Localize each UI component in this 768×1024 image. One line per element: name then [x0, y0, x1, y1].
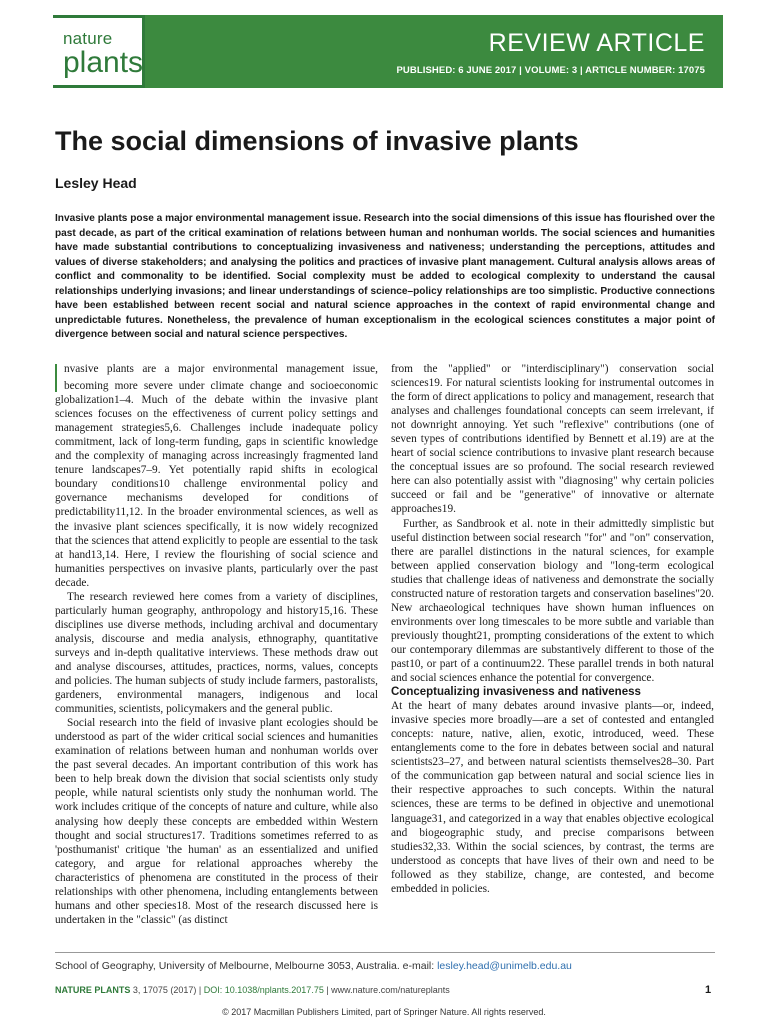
body-paragraph: Further, as Sandbrook et al. note in their admittedly simplistic but useful distinction between social research "for" and "on" conservation, there are parallel distinctions in the natural sciences, for example between applied conservation biology and "long-term ecological studies that challenge ideas of nativeness and demonstrate the socially constructed nature of restoration targets and conservation baselines"20. New archaeological techniques have shown human influences on environments over long timescales to be more subtle and variable than previously thought21, prompting considerations of the extent to which our contemporary dilemmas are substantively different to those of the past10, or part of a continuum22. These parallel trends in both natural and social sciences enhance the potential for convergence.: [391, 517, 714, 685]
doi-link[interactable]: DOI: 10.1038/nplants.2017.75: [203, 985, 324, 995]
body-paragraph: [55, 362, 378, 590]
journal-logo[interactable]: [53, 15, 145, 88]
body-paragraph: Social research into the field of invasive plant ecologies should be understood as part of the wider critical social sciences and humanities examination of relations between human and nonhuman worlds over the past several decades. An important contribution of this work has been to help break down the division that social scientists only study people, while natural scientists only study the nonhuman world. The work includes critique of the concepts of nature and culture, while also analysing how deeply these concepts are embedded within Western thought and social structures17. Traditions sometimes referred to as 'posthumanist' critique 'the human' as an essentialized and unified category, and argue for relational approaches whereby the characteristics of phenomena are constituted in the process of their relationships with other phenomena, including entanglements between humans and other species18. Most of the research discussed here is undertaken in the "classic" (as distinct: [55, 717, 378, 926]
author-name[interactable]: Lesley Head: [55, 175, 137, 191]
footer-journal-name: NATURE PLANTS: [55, 985, 131, 995]
website-link[interactable]: | www.nature.com/natureplants: [323, 985, 450, 995]
article-title: The social dimensions of invasive plants: [55, 126, 579, 156]
header-banner: [145, 15, 723, 88]
body-column-left: [55, 362, 378, 927]
body-paragraph: from the "applied" or "interdisciplinary") conservation social sciences19. For natural scientists looking for instrumental outcomes in the form of direct applications to policy and management, research that analyses and challenges foundational concepts can seem irrelevant, if not downright annoying. Yet such "reflexive" contributions (one of seven types of contributions identified by Bennett et al.19) are at the heart of social science contributions to invasive plant research because the conceptual issues are so profound. The social research reviewed here can also potentially assist with "diagnosing" why certain policies succeed or fail and be "generative" of innovative or alternate approaches19.: [391, 363, 714, 516]
paragraph-text: nvasive plants are a major environmental management issue, becoming more severe under climate change and socioeconomic globalization1–4. Much of the debate within the invasive plant sciences focuses on the effectiveness of current policy settings and management strategies5,6. Challenges include inadequate policy commitment, lack of long-term funding, gaps in scientific knowledge and the complexity of managing across increasingly fragmented land tenure landscapes7–9. Yet potentially rapid shifts in ecological boundary conditions10 challenge environmental policy and governance mechanisms developed for conditions of predictability11,12. In the broader environmental sciences, as well as the invasive plant sciences specifically, it is now widely recognized that the sciences that attend explicitly to people are essential to the task at hand13,14. Here, I review the flourishing of social science and humanities perspectives on invasive plants, particularly over the past decade.: [55, 363, 378, 589]
publication-info: PUBLISHED: 6 JUNE 2017 | VOLUME: 3 | ARTICLE NUMBER: 17075: [396, 65, 705, 76]
article-type: REVIEW ARTICLE: [488, 29, 705, 57]
dropcap-bar: [55, 364, 57, 392]
body-paragraph: The research reviewed here comes from a variety of disciplines, particularly human geography, anthropology and history15,16. These disciplines use diverse methods, including archival and documentary analysis, discourse and media analysis, ethnography, quantitative surveys and in-depth qualitative interviews. These methods draw out and analyse discourses, attitudes, practices, norms, values, concepts and policies. The human subjects of study include farmers, pastoralists, gardeners, environmental managers, indigenous and local communities, scientists, policymakers and the general public.: [55, 590, 378, 716]
body-column-right: [391, 362, 714, 896]
footer-citation: 3, 17075 (2017) |: [130, 985, 204, 995]
logo-word-nature: nature: [63, 29, 113, 48]
citation-footer: [55, 985, 450, 995]
footer-divider: [55, 952, 715, 953]
page-number: 1: [705, 984, 712, 996]
copyright: © 2017 Macmillan Publishers Limited, part of Springer Nature. All rights reserved.: [222, 1007, 546, 1017]
section-heading: Conceptualizing invasiveness and nativeness: [391, 686, 641, 699]
logo-word-plants: plants: [63, 46, 144, 79]
affiliation-text: School of Geography, University of Melbourne, Melbourne 3053, Australia. e-mail:: [55, 960, 438, 972]
body-paragraph: At the heart of many debates around invasive plants—or, indeed, invasive species more broadly—are a set of contested and entangled concepts: nature, native, alien, exotic, introduced, weed. These entanglements come to the fore in debates between social and natural scientists23–27, and between natural scientists themselves28–30. Part of the communication gap between natural and social science lies in their respective approaches to such concepts. Within the natural sciences, these are terms to be defined in objective and unemotional language31, and categorized in a way that enables objective ecological and biogeographic study, and precise comparisons between studies32,33. Within the social sciences, by contrast, the terms are understood as concepts that have lives of their own and need to be followed as they stabilize, change, are contested, and become embedded in policies.: [391, 700, 714, 895]
journal-header: [0, 15, 768, 88]
email-link[interactable]: lesley.head@unimelb.edu.au: [437, 960, 572, 972]
abstract: Invasive plants pose a major environmental management issue. Research into the social dimensions of this issue has flourished over the past decade, as part of the critical examination of relations between human and nonhuman worlds. The social sciences and humanities have made substantial contributions to conceptualizing invasiveness and nativeness; understanding the perceptions, attitudes and values of diverse stakeholders; and analysing the politics and practices of invasive plant management. Cultural analysis allows areas of conflict and commonality to be identified. Social complexity must be added to ecological complexity to understand the causal relationships underlying invasions; and linear understandings of science–policy relationships are too simplistic. Productive connections have been established between recent social and natural science approaches in the context of rapid environmental change and unpredictable futures. Nonetheless, the prevalence of human exceptionalism in the ecological sciences constitutes a major point of divergence between social and natural science perspectives.: [55, 213, 715, 340]
author-affiliation: [55, 960, 572, 972]
